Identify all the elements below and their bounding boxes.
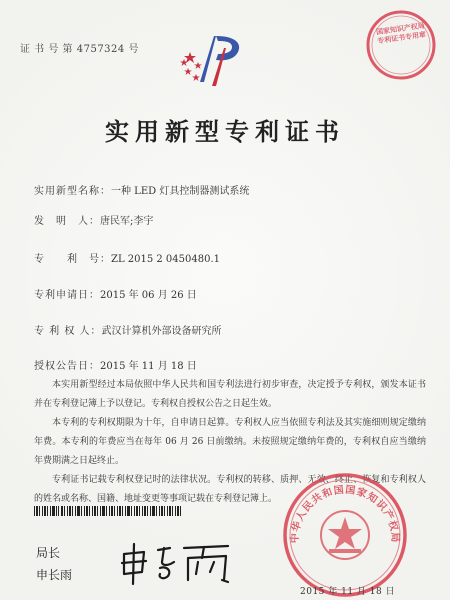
cert-no-suffix: 号: [128, 44, 139, 55]
certificate-number: [20, 40, 139, 55]
inventor-row: [34, 212, 153, 227]
bottom-seal-icon: [280, 470, 410, 600]
patent-office-logo-icon: [178, 30, 248, 90]
patentee-row: [34, 322, 222, 337]
filing-date-row: [34, 286, 197, 301]
inventor-value: 唐民军;李宇: [100, 216, 154, 227]
inventor-label: 发 明 人：: [34, 216, 100, 227]
grant-date-row: [34, 357, 197, 372]
body-paragraph-3: 专利证书记载专利权登记时的法律状况。专利权的转移、质押、无效、终止、恢复和专利权人的姓名或名称、国籍、地址变更等事项记载在专利登记簿上。: [34, 475, 426, 504]
signature-icon: [118, 540, 238, 586]
top-seal-text: 国家知识产权局专利证书专用章: [375, 20, 427, 46]
cert-no-value: 4757324: [76, 44, 125, 55]
director-name: 申长雨: [36, 568, 73, 582]
bottom-seal-text: 中华人民共和国国家知识产权局: [289, 484, 401, 544]
patent-number-label: 专 利 号：: [34, 254, 111, 265]
patent-number-row: [34, 250, 220, 265]
utility-model-name-label: 实用新型名称：: [34, 186, 111, 197]
patent-number-value: ZL 2015 2 0450480.1: [111, 254, 221, 265]
body-paragraph-1: 本实用新型经过本局依照中华人民共和国专利法进行初步审查，决定授予专利权，颁发本证书并在专利登记簿上予以登记。专利权自授权公告之日起生效。: [34, 380, 426, 409]
patentee-value: 武汉计算机外部设备研究所: [101, 326, 222, 337]
patentee-label: 专 利 权 人：: [34, 326, 102, 337]
director-title: 局长: [36, 546, 61, 560]
body-paragraph-2: 本专利的专利权期限为十年，自申请日起算。专利权人应当依照专利法及其实施细则规定缴纳年费。本专利的年费应当在每年 06 月 26 日前缴纳。未按照规定缴纳年费的，专利权自应当缴纳年费期满之日起终止。: [34, 418, 426, 466]
utility-model-name-value: 一种 LED 灯具控制器测试系统: [111, 186, 250, 197]
filing-date-label: 专利申请日：: [34, 290, 100, 301]
cert-no-label: 证 书 号 第: [20, 44, 74, 55]
barcode-icon: [34, 506, 182, 516]
utility-model-name-row: [34, 182, 249, 197]
grant-date-value: 2015 年 11 月 18 日: [100, 361, 197, 372]
filing-date-value: 2015 年 06 月 26 日: [100, 290, 197, 301]
certificate-title: 实用新型专利证书: [105, 117, 345, 146]
bottom-date: 2015 年 11 月 18 日: [300, 587, 396, 597]
grant-date-label: 授权公告日：: [34, 361, 100, 372]
